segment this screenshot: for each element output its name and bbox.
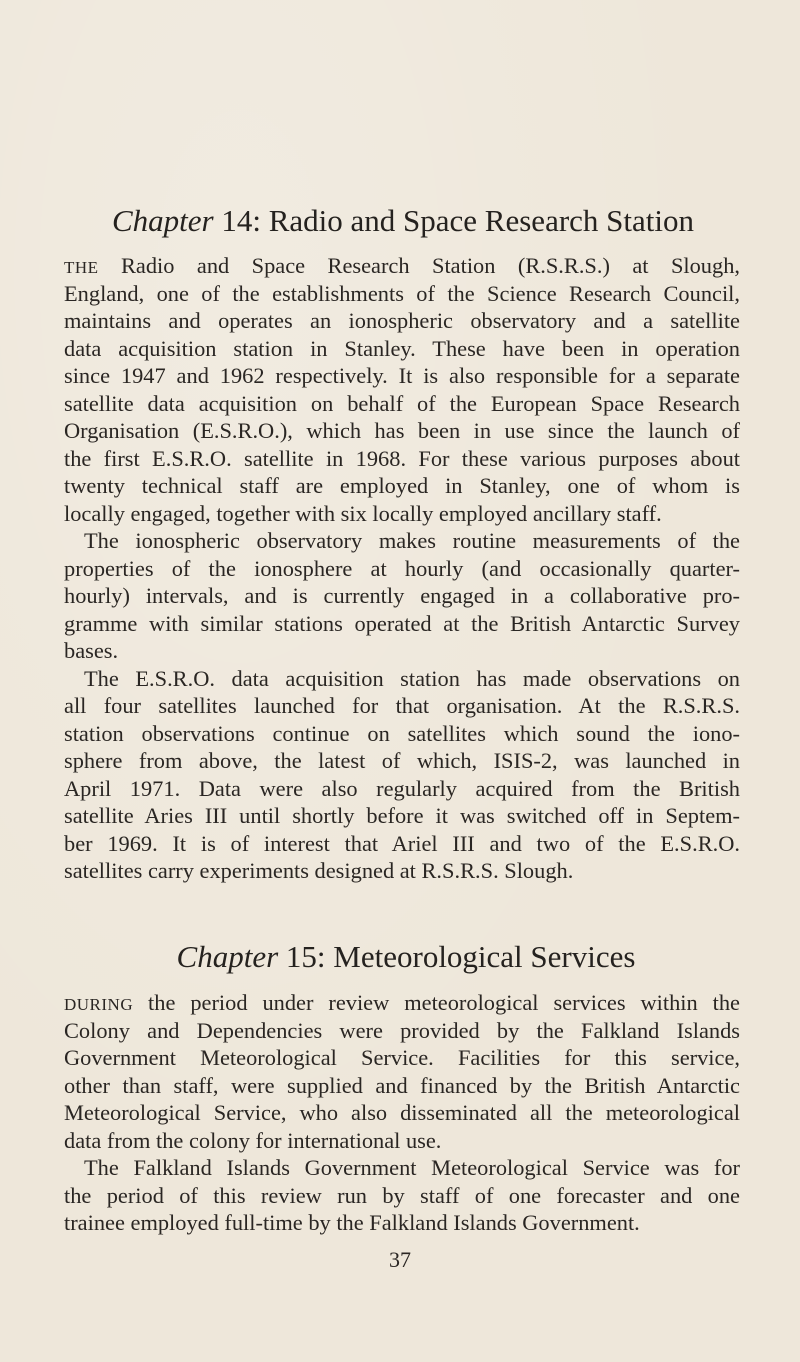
- chapter-14-line-22: ber 1969. It is of interest that Ariel III and two of the E.S.R.O.: [64, 830, 740, 856]
- chapter-number: 15: [285, 939, 317, 974]
- chapter-15-line-4: other than staff, were supplied and financed by the British Antarctic: [64, 1072, 740, 1098]
- chapter-label: Chapter: [111, 203, 214, 238]
- chapter-14-line-12: properties of the ionosphere at hourly (and occasionally quarter-: [64, 555, 740, 581]
- line-text: Radio and Space Research Station (R.S.R.S.) at Slough,: [98, 253, 740, 278]
- chapter-14-line-19: sphere from above, the latest of which, ISIS-2, was launched in: [64, 748, 740, 773]
- small-caps-lead: DURING: [64, 995, 134, 1014]
- chapter-15-line-7: The Falkland Islands Government Meteorological Service was for: [84, 1155, 740, 1180]
- chapter-14-line-7: Organisation (E.S.R.O.), which has been in use since the launch of: [64, 418, 740, 443]
- chapter-number: 14: [221, 203, 253, 238]
- small-caps-lead: THE: [64, 258, 99, 277]
- chapter-14-line-8: the first E.S.R.O. satellite in 1968. For these various purposes about: [64, 445, 740, 471]
- chapter-title: Meteorological Services: [333, 939, 636, 974]
- chapter-15-line-9: trainee employed full-time by the Falkland Islands Government.: [64, 1210, 640, 1235]
- chapter-14-line-15: bases.: [64, 638, 119, 663]
- chapter-15-line-6: data from the colony for international use.: [64, 1127, 442, 1153]
- chapter-label: Chapter: [176, 939, 279, 974]
- chapter-14-line-20: April 1971. Data were also regularly acquired from the British: [64, 775, 740, 801]
- chapter-title: Radio and Space Research Station: [268, 203, 695, 238]
- chapter-15-line-1: [64, 989, 740, 1017]
- chapter-14-heading: Chapter 14: Radio and Space Research Station: [111, 203, 695, 238]
- chapter-14-line-23: satellites carry experiments designed at R.S.R.S. Slough.: [64, 858, 574, 883]
- chapter-14-line-18: station observations continue on satellites which sound the iono-: [64, 720, 740, 746]
- chapter-14-line-13: hourly) intervals, and is currently engaged in a collaborative pro-: [64, 583, 740, 608]
- chapter-14-line-14: gramme with similar stations operated at the British Antarctic Survey: [64, 610, 740, 636]
- chapter-14-line-16: The E.S.R.O. data acquisition station has made observations on: [84, 665, 740, 691]
- chapter-14-line-6: satellite data acquisition on behalf of the European Space Research: [64, 390, 740, 416]
- chapter-14-line-17: all four satellites launched for that organisation. At the R.S.R.S.: [64, 693, 740, 718]
- chapter-14-line-21: satellite Aries III until shortly before it was switched off in Septem-: [64, 803, 740, 828]
- chapter-15-line-8: the period of this review run by staff of one forecaster and one: [64, 1182, 740, 1208]
- chapter-14-line-9: twenty technical staff are employed in Stanley, one of whom is: [64, 473, 740, 498]
- chapter-14-line-3: maintains and operates an ionospheric observatory and a satellite: [64, 308, 740, 333]
- chapter-14-line-1: [64, 252, 740, 280]
- chapter-15-line-3: Government Meteorological Service. Facilities for this service,: [64, 1045, 740, 1070]
- chapter-14-line-10: locally engaged, together with six locally employed ancillary staff.: [64, 500, 662, 526]
- line-text: the period under review meteorological services within the: [133, 990, 740, 1015]
- chapter-14-line-11: The ionospheric observatory makes routine measurements of the: [84, 528, 740, 553]
- page-number: 37: [389, 1247, 411, 1272]
- chapter-14-line-4: data acquisition station in Stanley. These have been in operation: [64, 335, 740, 361]
- chapter-14-line-5: since 1947 and 1962 respectively. It is also responsible for a separate: [64, 363, 740, 388]
- chapter-15-line-2: Colony and Dependencies were provided by the Falkland Islands: [64, 1017, 740, 1043]
- chapter-15-line-5: Meteorological Service, who also disseminated all the meteorological: [64, 1100, 740, 1125]
- chapter-15-heading: Chapter 15: Meteorological Services: [176, 939, 636, 974]
- chapter-14-line-2: England, one of the establishments of the Science Research Council,: [64, 280, 740, 306]
